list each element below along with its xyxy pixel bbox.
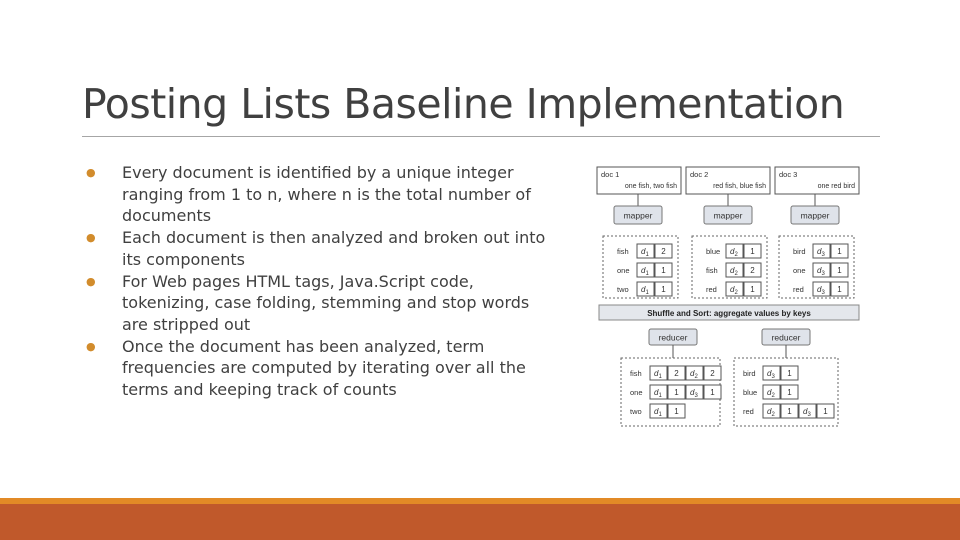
bullet-dot-icon: ● xyxy=(86,339,96,353)
tf-text: 1 xyxy=(837,247,842,256)
map-key: fish xyxy=(617,247,629,256)
doc-id-text: $d_3$ xyxy=(817,285,825,296)
doc-id-text: $d_1$ xyxy=(654,369,662,380)
reduce-key: blue xyxy=(743,388,758,397)
doc-id-text: $d_1$ xyxy=(654,407,662,418)
doc-text: red fish, blue fish xyxy=(713,183,766,190)
doc-id-text: $d_2$ xyxy=(730,285,738,296)
doc-id-text: $d_2$ xyxy=(767,388,775,399)
bullet-text: Once the document has been analyzed, term frequencies are computed by iterating over all the terms and keeping track of counts xyxy=(122,336,526,400)
reduce-key: one xyxy=(630,388,643,397)
reducer-label: reducer xyxy=(771,332,801,343)
tf-text: 1 xyxy=(837,266,842,275)
doc-id-text: $d_2$ xyxy=(730,247,738,258)
tf-text: 2 xyxy=(750,266,755,275)
doc-text: one red bird xyxy=(817,183,855,190)
map-key: one xyxy=(617,266,630,275)
doc-id-text: $d_1$ xyxy=(654,388,662,399)
tf-text: 1 xyxy=(750,285,755,294)
doc-id-text: $d_1$ xyxy=(641,285,649,296)
tf-text: 1 xyxy=(787,407,792,416)
doc-id-text: $d_3$ xyxy=(803,407,811,418)
map-key: fish xyxy=(706,266,718,275)
doc-id-text: $d_3$ xyxy=(690,388,698,399)
bullet-dot-icon: ● xyxy=(86,166,96,179)
mapper-label: mapper xyxy=(623,210,653,221)
map-key: two xyxy=(617,285,629,294)
doc-id-text: $d_1$ xyxy=(641,266,649,277)
doc-id-text: $d_2$ xyxy=(730,266,738,277)
mapper-label: mapper xyxy=(713,210,743,221)
tf-text: 1 xyxy=(837,285,842,294)
bullet-text: Each document is then analyzed and broken out into its components xyxy=(122,228,546,269)
bullet-dot-icon: ● xyxy=(86,231,96,245)
tf-text: 1 xyxy=(674,407,679,416)
map-key: one xyxy=(793,266,806,275)
reduce-key: two xyxy=(630,407,642,416)
tf-text: 2 xyxy=(710,369,715,378)
bullet-text: Every document is identified by a unique integer ranging from 1 to n, where n is the total number of documents xyxy=(122,163,531,226)
doc-label: doc 1 xyxy=(601,170,620,179)
doc-text: one fish, two fish xyxy=(624,183,677,190)
tf-text: 1 xyxy=(661,285,666,294)
doc-label: doc 3 xyxy=(779,170,798,179)
doc-id-text: $d_3$ xyxy=(817,266,825,277)
doc-id-text: $d_1$ xyxy=(641,247,649,258)
footer-bar xyxy=(0,504,960,540)
shuffle-label: Shuffle and Sort: aggregate values by keys xyxy=(647,309,811,318)
reduce-key: fish xyxy=(630,369,642,378)
map-key: red xyxy=(706,285,717,294)
reduce-key: bird xyxy=(743,369,756,378)
map-key: bird xyxy=(793,247,806,256)
doc-id-text: $d_2$ xyxy=(767,407,775,418)
map-key: blue xyxy=(706,247,721,256)
tf-text: 1 xyxy=(787,369,792,378)
mapper-label: mapper xyxy=(800,210,830,221)
map-key: red xyxy=(793,285,804,294)
doc-id-text: $d_3$ xyxy=(767,369,775,380)
reducer-label: reducer xyxy=(658,332,688,343)
tf-text: 1 xyxy=(674,388,679,397)
reduce-key: red xyxy=(743,407,754,416)
doc-id-text: $d_2$ xyxy=(690,369,698,380)
bullet-dot-icon: ● xyxy=(86,274,96,288)
doc-label: doc 2 xyxy=(690,170,709,179)
tf-text: 2 xyxy=(674,369,679,378)
tf-text: 1 xyxy=(661,266,666,275)
slide-title: Posting Lists Baseline Implementation xyxy=(82,80,845,128)
doc-id-text: $d_3$ xyxy=(817,247,825,258)
tf-text: 1 xyxy=(750,247,755,256)
tf-text: 2 xyxy=(661,247,666,256)
tf-text: 1 xyxy=(823,407,828,416)
bullet-text: For Web pages HTML tags, Java.Script code, tokenizing, case folding, stemming and stop words are stripped out xyxy=(122,271,530,334)
tf-text: 1 xyxy=(710,388,715,397)
tf-text: 1 xyxy=(787,388,792,397)
